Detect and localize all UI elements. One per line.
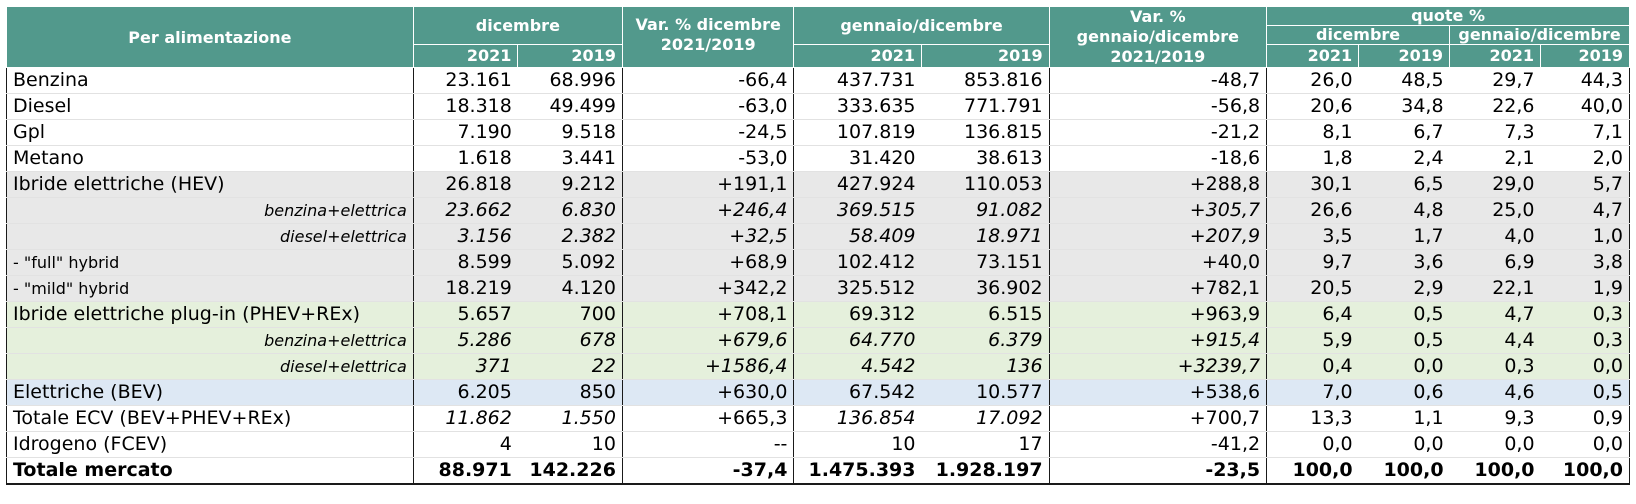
cell-quota-gen-2021: 0,3	[1450, 354, 1541, 380]
cell-gen-2019: 18.971	[922, 224, 1050, 250]
header-year-dic-2019: 2019	[518, 44, 623, 67]
table-row	[7, 224, 1630, 250]
cell-dic-2021: 6.205	[413, 380, 518, 406]
table-row	[7, 198, 1630, 224]
cell-dic-2021: 4	[413, 432, 518, 458]
cell-quota-dic-2019: 100,0	[1359, 458, 1450, 485]
cell-quota-gen-2019: 0,3	[1541, 302, 1630, 328]
cell-gen-2019: 771.791	[922, 94, 1050, 120]
cell-quota-dic-2021: 6,4	[1267, 302, 1359, 328]
header-per-alimentazione: Per alimentazione	[7, 7, 414, 68]
header-year-qdic-2019: 2019	[1359, 44, 1450, 67]
cell-quota-gen-2019: 4,7	[1541, 198, 1630, 224]
cell-dic-2019: 22	[518, 354, 623, 380]
row-label: - "mild" hybrid	[7, 276, 414, 302]
row-label: Idrogeno (FCEV)	[7, 432, 414, 458]
cell-var-dic: +708,1	[622, 302, 794, 328]
cell-var-gen: +305,7	[1049, 198, 1267, 224]
cell-quota-dic-2021: 7,0	[1267, 380, 1359, 406]
cell-dic-2019: 9.212	[518, 172, 623, 198]
cell-quota-dic-2021: 20,5	[1267, 276, 1359, 302]
cell-quota-gen-2021: 7,3	[1450, 120, 1541, 146]
cell-quota-dic-2021: 3,5	[1267, 224, 1359, 250]
cell-quota-gen-2021: 4,7	[1450, 302, 1541, 328]
cell-quota-gen-2019: 0,3	[1541, 328, 1630, 354]
cell-dic-2021: 23.161	[413, 68, 518, 94]
header-quote-dicembre: dicembre	[1267, 25, 1450, 44]
header-year-dic-2021: 2021	[413, 44, 518, 67]
cell-var-dic: -37,4	[622, 458, 794, 485]
header-year-qdic-2021: 2021	[1267, 44, 1359, 67]
cell-quota-gen-2021: 22,1	[1450, 276, 1541, 302]
cell-quota-dic-2021: 20,6	[1267, 94, 1359, 120]
row-label: Totale ECV (BEV+PHEV+REx)	[7, 406, 414, 432]
cell-dic-2021: 371	[413, 354, 518, 380]
cell-quota-gen-2019: 3,8	[1541, 250, 1630, 276]
cell-quota-dic-2019: 1,1	[1359, 406, 1450, 432]
cell-quota-gen-2019: 44,3	[1541, 68, 1630, 94]
cell-quota-dic-2019: 2,4	[1359, 146, 1450, 172]
table-row	[7, 146, 1630, 172]
row-label: benzina+elettrica	[7, 198, 414, 224]
cell-var-gen: +40,0	[1049, 250, 1267, 276]
cell-gen-2019: 91.082	[922, 198, 1050, 224]
table-row	[7, 328, 1630, 354]
cell-dic-2021: 7.190	[413, 120, 518, 146]
cell-quota-dic-2021: 100,0	[1267, 458, 1359, 485]
cell-var-dic: +191,1	[622, 172, 794, 198]
cell-quota-dic-2019: 0,0	[1359, 354, 1450, 380]
cell-quota-gen-2021: 22,6	[1450, 94, 1541, 120]
table-row	[7, 250, 1630, 276]
cell-quota-dic-2019: 1,7	[1359, 224, 1450, 250]
cell-gen-2021: 102.412	[794, 250, 922, 276]
cell-var-gen: -23,5	[1049, 458, 1267, 485]
cell-gen-2019: 17.092	[922, 406, 1050, 432]
cell-quota-dic-2019: 34,8	[1359, 94, 1450, 120]
cell-gen-2021: 333.635	[794, 94, 922, 120]
cell-quota-gen-2021: 4,6	[1450, 380, 1541, 406]
cell-quota-gen-2019: 40,0	[1541, 94, 1630, 120]
cell-var-dic: +679,6	[622, 328, 794, 354]
table-row	[7, 68, 1630, 94]
cell-quota-gen-2021: 6,9	[1450, 250, 1541, 276]
cell-var-dic: -63,0	[622, 94, 794, 120]
cell-var-dic: +68,9	[622, 250, 794, 276]
cell-quota-gen-2021: 2,1	[1450, 146, 1541, 172]
cell-dic-2019: 6.830	[518, 198, 623, 224]
cell-dic-2019: 850	[518, 380, 623, 406]
table-row-total	[7, 458, 1630, 485]
cell-quota-dic-2021: 13,3	[1267, 406, 1359, 432]
cell-dic-2019: 3.441	[518, 146, 623, 172]
cell-var-gen: +288,8	[1049, 172, 1267, 198]
cell-quota-dic-2019: 0,0	[1359, 432, 1450, 458]
cell-quota-dic-2021: 8,1	[1267, 120, 1359, 146]
cell-quota-gen-2019: 0,5	[1541, 380, 1630, 406]
cell-quota-gen-2021: 9,3	[1450, 406, 1541, 432]
cell-gen-2021: 67.542	[794, 380, 922, 406]
cell-quota-dic-2019: 0,6	[1359, 380, 1450, 406]
cell-gen-2019: 17	[922, 432, 1050, 458]
cell-dic-2019: 5.092	[518, 250, 623, 276]
cell-var-dic: +1586,4	[622, 354, 794, 380]
cell-quota-gen-2019: 100,0	[1541, 458, 1630, 485]
cell-dic-2021: 1.618	[413, 146, 518, 172]
cell-quota-gen-2019: 1,0	[1541, 224, 1630, 250]
cell-quota-gen-2021: 4,0	[1450, 224, 1541, 250]
header-gennaio-dicembre: gennaio/dicembre	[794, 7, 1049, 45]
cell-var-dic: +342,2	[622, 276, 794, 302]
row-label: Ibride elettriche (HEV)	[7, 172, 414, 198]
cell-dic-2019: 142.226	[518, 458, 623, 485]
cell-gen-2019: 110.053	[922, 172, 1050, 198]
alimentazione-table	[6, 6, 1630, 485]
cell-quota-dic-2019: 4,8	[1359, 198, 1450, 224]
row-label: Gpl	[7, 120, 414, 146]
table-row	[7, 354, 1630, 380]
cell-quota-dic-2021: 26,6	[1267, 198, 1359, 224]
cell-quota-dic-2019: 2,9	[1359, 276, 1450, 302]
cell-dic-2019: 9.518	[518, 120, 623, 146]
cell-var-dic: +246,4	[622, 198, 794, 224]
cell-gen-2019: 6.379	[922, 328, 1050, 354]
table-row	[7, 172, 1630, 198]
cell-gen-2021: 427.924	[794, 172, 922, 198]
cell-var-gen: +3239,7	[1049, 354, 1267, 380]
cell-dic-2021: 5.657	[413, 302, 518, 328]
cell-quota-dic-2021: 1,8	[1267, 146, 1359, 172]
cell-gen-2019: 136.815	[922, 120, 1050, 146]
row-label: Benzina	[7, 68, 414, 94]
cell-gen-2019: 6.515	[922, 302, 1050, 328]
cell-var-gen: -18,6	[1049, 146, 1267, 172]
cell-quota-gen-2021: 29,0	[1450, 172, 1541, 198]
cell-gen-2021: 69.312	[794, 302, 922, 328]
cell-dic-2021: 11.862	[413, 406, 518, 432]
cell-var-gen: +915,4	[1049, 328, 1267, 354]
cell-var-gen: +538,6	[1049, 380, 1267, 406]
cell-quota-dic-2019: 0,5	[1359, 302, 1450, 328]
cell-gen-2021: 64.770	[794, 328, 922, 354]
cell-dic-2021: 18.219	[413, 276, 518, 302]
cell-dic-2019: 2.382	[518, 224, 623, 250]
cell-quota-gen-2019: 0,9	[1541, 406, 1630, 432]
cell-quota-dic-2019: 0,5	[1359, 328, 1450, 354]
cell-dic-2019: 10	[518, 432, 623, 458]
cell-dic-2019: 49.499	[518, 94, 623, 120]
row-label: Diesel	[7, 94, 414, 120]
cell-quota-gen-2019: 0,0	[1541, 432, 1630, 458]
cell-dic-2019: 700	[518, 302, 623, 328]
cell-gen-2021: 437.731	[794, 68, 922, 94]
cell-quota-dic-2021: 0,4	[1267, 354, 1359, 380]
cell-gen-2021: 369.515	[794, 198, 922, 224]
cell-quota-gen-2019: 1,9	[1541, 276, 1630, 302]
cell-quota-gen-2021: 0,0	[1450, 432, 1541, 458]
cell-dic-2019: 678	[518, 328, 623, 354]
table-row	[7, 94, 1630, 120]
header-dicembre: dicembre	[413, 7, 622, 45]
cell-dic-2021: 26.818	[413, 172, 518, 198]
cell-var-dic: +630,0	[622, 380, 794, 406]
row-label: Metano	[7, 146, 414, 172]
cell-gen-2021: 58.409	[794, 224, 922, 250]
cell-dic-2019: 1.550	[518, 406, 623, 432]
cell-var-dic: +32,5	[622, 224, 794, 250]
cell-var-gen: -56,8	[1049, 94, 1267, 120]
cell-dic-2021: 23.662	[413, 198, 518, 224]
table-row	[7, 120, 1630, 146]
cell-gen-2019: 1.928.197	[922, 458, 1050, 485]
cell-gen-2019: 853.816	[922, 68, 1050, 94]
row-label: diesel+elettrica	[7, 354, 414, 380]
cell-dic-2021: 3.156	[413, 224, 518, 250]
cell-gen-2021: 31.420	[794, 146, 922, 172]
cell-quota-dic-2019: 3,6	[1359, 250, 1450, 276]
cell-var-gen: -41,2	[1049, 432, 1267, 458]
cell-var-dic: +665,3	[622, 406, 794, 432]
cell-quota-dic-2019: 6,7	[1359, 120, 1450, 146]
cell-quota-dic-2021: 5,9	[1267, 328, 1359, 354]
cell-dic-2021: 5.286	[413, 328, 518, 354]
cell-quota-gen-2021: 25,0	[1450, 198, 1541, 224]
cell-gen-2019: 36.902	[922, 276, 1050, 302]
row-label: - "full" hybrid	[7, 250, 414, 276]
row-label: Totale mercato	[7, 458, 414, 485]
header-quote: quote %	[1267, 7, 1630, 26]
header-var-gennaio-dicembre: Var. % gennaio/dicembre 2021/2019	[1049, 7, 1267, 68]
cell-quota-dic-2019: 48,5	[1359, 68, 1450, 94]
cell-gen-2021: 136.854	[794, 406, 922, 432]
cell-dic-2019: 68.996	[518, 68, 623, 94]
row-label: diesel+elettrica	[7, 224, 414, 250]
header-var-dicembre: Var. % dicembre 2021/2019	[622, 7, 794, 68]
cell-gen-2021: 10	[794, 432, 922, 458]
cell-var-gen: +782,1	[1049, 276, 1267, 302]
header-quote-gennaio-dicembre: gennaio/dicembre	[1450, 25, 1630, 44]
cell-gen-2019: 73.151	[922, 250, 1050, 276]
cell-var-dic: -53,0	[622, 146, 794, 172]
cell-dic-2021: 88.971	[413, 458, 518, 485]
cell-var-gen: +700,7	[1049, 406, 1267, 432]
row-label: Ibride elettriche plug-in (PHEV+REx)	[7, 302, 414, 328]
header-year-qgen-2019: 2019	[1541, 44, 1630, 67]
cell-var-gen: +207,9	[1049, 224, 1267, 250]
cell-quota-gen-2019: 7,1	[1541, 120, 1630, 146]
cell-gen-2019: 38.613	[922, 146, 1050, 172]
cell-quota-gen-2021: 29,7	[1450, 68, 1541, 94]
cell-quota-gen-2019: 2,0	[1541, 146, 1630, 172]
cell-gen-2019: 10.577	[922, 380, 1050, 406]
cell-var-gen: -21,2	[1049, 120, 1267, 146]
cell-gen-2021: 325.512	[794, 276, 922, 302]
cell-quota-dic-2021: 0,0	[1267, 432, 1359, 458]
cell-quota-dic-2021: 26,0	[1267, 68, 1359, 94]
cell-var-dic: -24,5	[622, 120, 794, 146]
cell-quota-dic-2021: 9,7	[1267, 250, 1359, 276]
cell-quota-dic-2021: 30,1	[1267, 172, 1359, 198]
cell-gen-2021: 1.475.393	[794, 458, 922, 485]
table-row	[7, 406, 1630, 432]
row-label: benzina+elettrica	[7, 328, 414, 354]
cell-gen-2021: 107.819	[794, 120, 922, 146]
table-row	[7, 276, 1630, 302]
table-row	[7, 380, 1630, 406]
header-year-gen-2019: 2019	[922, 44, 1050, 67]
table-row	[7, 302, 1630, 328]
header-year-qgen-2021: 2021	[1450, 44, 1541, 67]
cell-dic-2019: 4.120	[518, 276, 623, 302]
cell-var-dic: --	[622, 432, 794, 458]
table-row	[7, 432, 1630, 458]
cell-quota-dic-2019: 6,5	[1359, 172, 1450, 198]
cell-dic-2021: 8.599	[413, 250, 518, 276]
cell-var-gen: -48,7	[1049, 68, 1267, 94]
header-year-gen-2021: 2021	[794, 44, 922, 67]
cell-quota-gen-2019: 0,0	[1541, 354, 1630, 380]
cell-quota-gen-2019: 5,7	[1541, 172, 1630, 198]
cell-gen-2019: 136	[922, 354, 1050, 380]
cell-quota-gen-2021: 4,4	[1450, 328, 1541, 354]
cell-var-dic: -66,4	[622, 68, 794, 94]
cell-dic-2021: 18.318	[413, 94, 518, 120]
cell-quota-gen-2021: 100,0	[1450, 458, 1541, 485]
cell-gen-2021: 4.542	[794, 354, 922, 380]
row-label: Elettriche (BEV)	[7, 380, 414, 406]
cell-var-gen: +963,9	[1049, 302, 1267, 328]
